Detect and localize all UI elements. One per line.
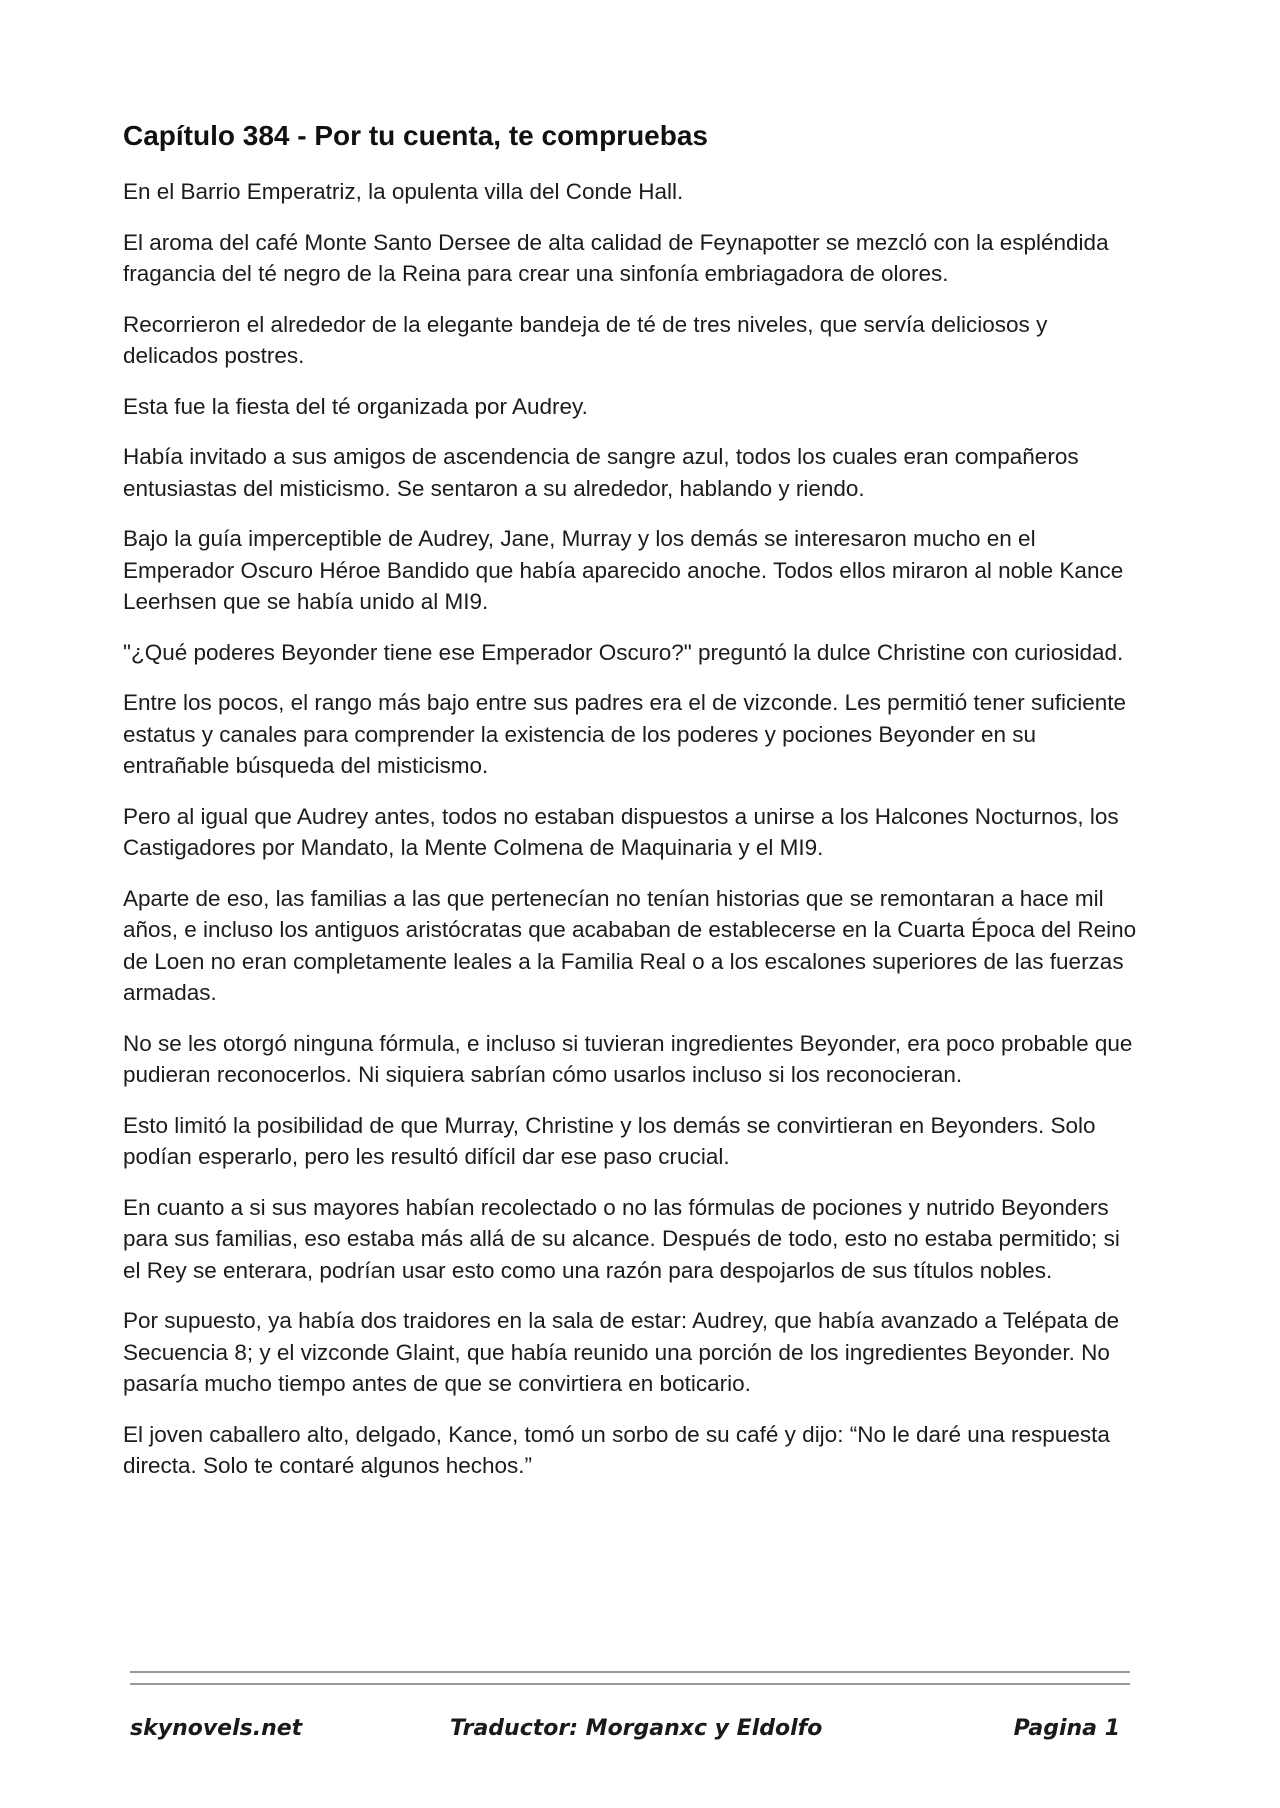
chapter-title: Capítulo 384 - Por tu cuenta, te compruebas <box>123 120 709 151</box>
chapter-body <box>123 118 1143 1501</box>
footer-divider-top <box>130 1671 1130 1673</box>
page-footer <box>130 1716 1130 1750</box>
paragraph: El joven caballero alto, delgado, Kance, tomó un sorbo de su café y dijo: “No le daré una respuesta directa. Solo te contaré algunos hechos.” <box>123 1421 1110 1478</box>
footer-translator: Traductor: Morganxc y Eldolfo <box>450 1716 823 1741</box>
footer-divider-bottom <box>130 1683 1130 1685</box>
paragraph: Esto limitó la posibilidad de que Murray, Christine y los demás se convirtieran en Beyonders. Solo podían esperarlo, pero les resultó difícil dar ese paso crucial. <box>123 1112 1096 1169</box>
paragraph: Recorrieron el alrededor de la elegante bandeja de té de tres niveles, que servía deliciosos y delicados postres. <box>123 311 1048 368</box>
footer-page-number: Pagina 1 <box>1013 1716 1120 1741</box>
paragraph: Esta fue la fiesta del té organizada por Audrey. <box>123 393 588 419</box>
paragraph: El aroma del café Monte Santo Dersee de alta calidad de Feynapotter se mezcló con la espléndida fragancia del té negro de la Reina para crear una sinfonía embriagadora de olores. <box>123 229 1109 286</box>
paragraph: Había invitado a sus amigos de ascendencia de sangre azul, todos los cuales eran compañeros entusiastas del misticismo. Se sentaron a su alrededor, hablando y riendo. <box>123 444 1079 501</box>
paragraph: Bajo la guía imperceptible de Audrey, Jane, Murray y los demás se interesaron mucho en el Emperador Oscuro Héroe Bandido que había aparecido anoche. Todos ellos miraron al noble Kance Leerhsen que se había unido al MI9. <box>123 526 1124 614</box>
paragraph: Pero al igual que Audrey antes, todos no estaban dispuestos a unirse a los Halcones Nocturnos, los Castigadores por Mandato, la Mente Colmena de Maquinaria y el MI9. <box>123 803 1119 860</box>
paragraph: Entre los pocos, el rango más bajo entre sus padres era el de vizconde. Les permitió tener suficiente estatus y canales para comprender la existencia de los poderes y pociones Beyonder en su entrañable búsqueda del misticismo. <box>123 690 1127 778</box>
paragraph: Por supuesto, ya había dos traidores en la sala de estar: Audrey, que había avanzado a Telépata de Secuencia 8; y el vizconde Glaint, que había reunido una porción de los ingredientes Beyonder. No pasaría mucho tiempo antes de que se convirtiera en boticario. <box>123 1308 1120 1396</box>
paragraph: No se les otorgó ninguna fórmula, e incluso si tuvieran ingredientes Beyonder, era poco probable que pudieran reconocerlos. Ni siquiera sabrían cómo usarlos incluso si los reconocieran. <box>123 1030 1133 1087</box>
paragraph: En el Barrio Emperatriz, la opulenta villa del Conde Hall. <box>123 179 684 204</box>
paragraph: En cuanto a si sus mayores habían recolectado o no las fórmulas de pociones y nutrido Beyonders para sus familias, eso estaba más allá de su alcance. Después de todo, esto no estaba permitido; si el Rey se enterara, podrían usar esto como una razón para despojarlos de sus títulos nobles. <box>123 1194 1120 1283</box>
footer-site-name: skynovels.net <box>130 1716 303 1741</box>
paragraph: "¿Qué poderes Beyonder tiene ese Emperador Oscuro?" preguntó la dulce Christine con curiosidad. <box>123 639 1124 665</box>
paragraph: Aparte de eso, las familias a las que pertenecían no tenían historias que se remontaran a hace mil años, e incluso los antiguos aristócratas que acababan de establecerse en la Cuarta Época del Reino de Loen no eran completamente leales a la Familia Real o a los escalones superiores de las fuerzas armadas. <box>123 885 1137 1005</box>
